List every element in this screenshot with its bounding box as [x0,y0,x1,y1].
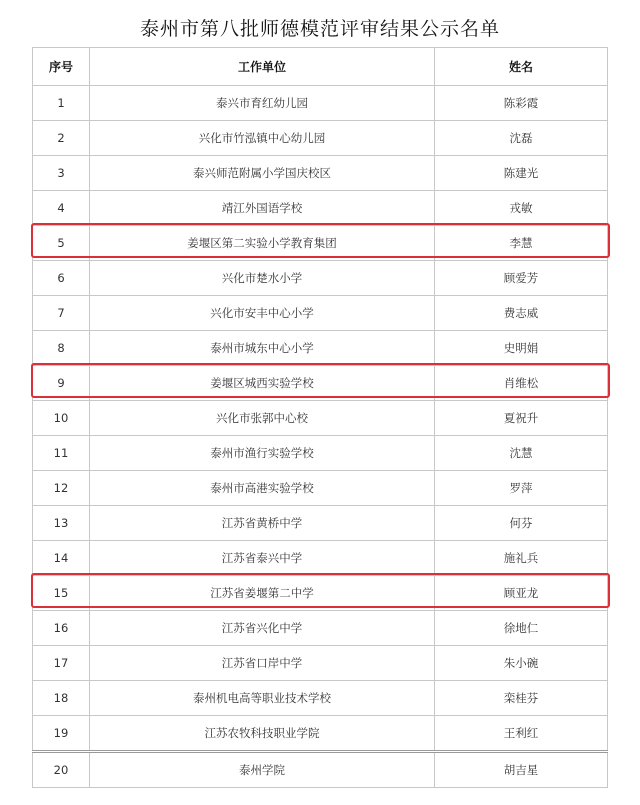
cell-name: 沈磊 [435,121,608,156]
cell-index: 16 [33,611,90,646]
cell-unit: 江苏省口岸中学 [90,646,435,681]
cell-name: 李慧 [435,226,608,261]
cell-index: 18 [33,681,90,716]
table-row [33,401,608,436]
cell-unit: 泰州机电高等职业技术学校 [90,681,435,716]
table-row [33,752,608,788]
table-row [33,611,608,646]
cell-index: 19 [33,716,90,752]
header-index: 序号 [33,48,90,86]
cell-unit: 泰州市渔行实验学校 [90,436,435,471]
cell-index: 4 [33,191,90,226]
cell-name: 胡吉星 [435,752,608,788]
cell-name: 顾爱芳 [435,261,608,296]
cell-name: 徐地仁 [435,611,608,646]
document-title: 泰州市第八批师德模范评审结果公示名单 [139,18,500,40]
cell-unit: 江苏省姜堰第二中学 [90,576,435,611]
cell-index: 9 [33,366,90,401]
table-row [33,716,608,752]
cell-index: 14 [33,541,90,576]
cell-index: 20 [33,752,90,788]
cell-unit: 江苏农牧科技职业学院 [90,716,435,752]
table-row [33,506,608,541]
cell-name: 戎敏 [435,191,608,226]
cell-unit: 兴化市安丰中心小学 [90,296,435,331]
cell-name: 何芬 [435,506,608,541]
header-name: 姓名 [435,48,608,86]
cell-unit: 江苏省泰兴中学 [90,541,435,576]
cell-index: 8 [33,331,90,366]
cell-index: 12 [33,471,90,506]
header-unit: 工作单位 [90,48,435,86]
cell-unit: 江苏省兴化中学 [90,611,435,646]
cell-unit: 泰州市高港实验学校 [90,471,435,506]
cell-index: 11 [33,436,90,471]
cell-unit: 泰兴市育红幼儿园 [90,86,435,121]
cell-name: 肖维松 [435,366,608,401]
table-row [33,226,608,261]
cell-unit: 江苏省黄桥中学 [90,506,435,541]
cell-name: 陈彩霞 [435,86,608,121]
cell-name: 费志威 [435,296,608,331]
cell-name: 施礼兵 [435,541,608,576]
cell-unit: 泰州市城东中心小学 [90,331,435,366]
table-row [33,541,608,576]
table-row [33,681,608,716]
cell-unit: 兴化市竹泓镇中心幼儿园 [90,121,435,156]
table-row [33,296,608,331]
table-header-row [33,48,608,86]
cell-name: 沈慧 [435,436,608,471]
table-row [33,156,608,191]
cell-name: 顾亚龙 [435,576,608,611]
cell-index: 13 [33,506,90,541]
cell-unit: 姜堰区城西实验学校 [90,366,435,401]
cell-unit: 姜堰区第二实验小学教育集团 [90,226,435,261]
cell-index: 7 [33,296,90,331]
cell-index: 2 [33,121,90,156]
cell-index: 15 [33,576,90,611]
cell-index: 5 [33,226,90,261]
cell-unit: 兴化市张郭中心校 [90,401,435,436]
cell-unit: 兴化市楚水小学 [90,261,435,296]
cell-name: 朱小碗 [435,646,608,681]
cell-index: 1 [33,86,90,121]
table-row [33,261,608,296]
cell-index: 17 [33,646,90,681]
table-row [33,646,608,681]
cell-name: 史明娟 [435,331,608,366]
table-row [33,331,608,366]
cell-name: 罗萍 [435,471,608,506]
cell-unit: 泰兴师范附属小学国庆校区 [90,156,435,191]
table-row [33,576,608,611]
table-row [33,191,608,226]
cell-name: 栾桂芬 [435,681,608,716]
cell-unit: 靖江外国语学校 [90,191,435,226]
table-row [33,121,608,156]
cell-index: 3 [33,156,90,191]
cell-index: 6 [33,261,90,296]
roster-table [32,47,608,788]
cell-name: 王利红 [435,716,608,752]
table-row [33,366,608,401]
cell-name: 夏祝升 [435,401,608,436]
table-row [33,436,608,471]
cell-name: 陈建光 [435,156,608,191]
table-row [33,471,608,506]
table-row [33,86,608,121]
cell-index: 10 [33,401,90,436]
cell-unit: 泰州学院 [90,752,435,788]
